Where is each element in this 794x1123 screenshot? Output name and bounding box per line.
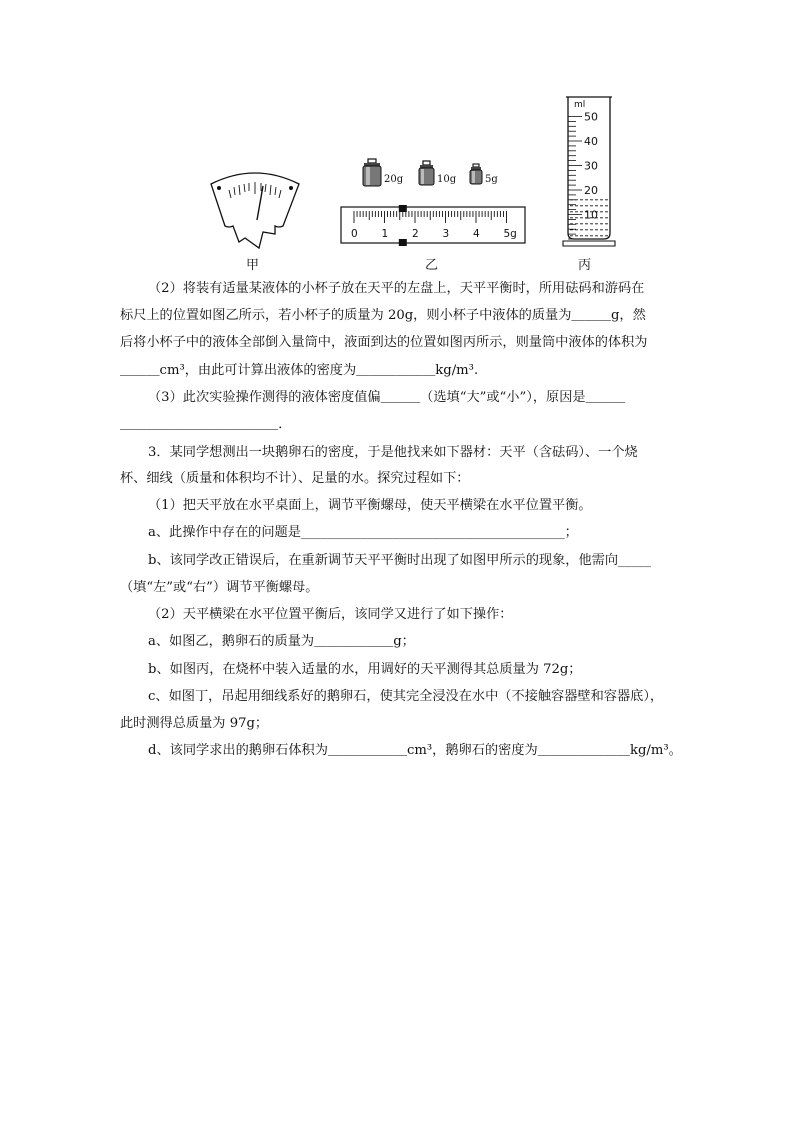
rider-marker-bottom (399, 239, 407, 246)
text-line-3: 后将小杯子中的液体全部倒入量筒中，液面到达的位置如图丙所示，则量筒中液体的体积为 (120, 335, 648, 350)
step-1b-line: b、该同学改正错误后，在重新调节天平平衡时出现了如图甲所示的现象，他需向_____ (148, 553, 651, 568)
text-line-2: 标尺上的位置如图乙所示，若小杯子的质量为 20g，则小杯子中液体的质量为＿＿＿g，然 (120, 308, 646, 323)
text-line-6: ＿＿＿＿＿＿＿＿＿＿＿＿． (120, 417, 292, 432)
weight-10g-icon (418, 160, 435, 187)
rider-scale-label: 4 (473, 228, 480, 240)
step-2-line: （2）天平横梁在水平位置平衡后，该同学又进行了如下操作： (148, 607, 513, 622)
figure-bing-graduated-cylinder (560, 93, 616, 249)
text-line-5: （3）此次实验操作测得的液体密度值偏＿＿＿（选填“大”或“小”），原因是＿＿＿ (148, 390, 626, 405)
figure-yi-caption: 乙 (425, 258, 439, 273)
text-line-4: ＿＿＿cm³，由此可计算出液体的密度为＿＿＿＿＿＿kg/m³. (120, 363, 479, 378)
question-3-line-1: 3．某同学想测出一块鹅卵石的密度，于是他找来如下器材：天平（含砝码）、一个烧 (148, 445, 638, 460)
step-2b-line: b、如图丙，在烧杯中装入适量的水，用调好的天平测得其总质量为 72g； (148, 662, 582, 677)
weight-5g-label: 5g (485, 174, 498, 185)
rider-scale-label: 5g (503, 228, 517, 240)
cylinder-scale-label: 10 (584, 208, 598, 222)
rider-scale-label: 0 (351, 228, 358, 240)
rider-scale-label: 1 (381, 228, 389, 240)
weight-20g-label: 20g (384, 174, 404, 185)
rider-scale-label: 2 (412, 228, 419, 240)
step-2a-line: a、如图乙，鹅卵石的质量为＿＿＿＿＿＿g； (148, 634, 415, 649)
rider-marker-top (399, 205, 407, 212)
step-2c-line: c、如图丁，吊起用细线系好的鹅卵石，使其完全浸没在水中（不接触容器壁和容器底）， (148, 689, 664, 704)
figure-yi-rider-scale (340, 203, 526, 247)
figure-jia-caption: 甲 (246, 258, 260, 273)
figure-jia-balance-scale (205, 168, 305, 250)
question-3-line-2: 杯、细线（质量和体积均不计）、足量的水。探究过程如下： (120, 471, 470, 486)
cylinder-scale-label: 50 (584, 110, 598, 124)
step-1a-line: a、此操作中存在的问题是________________________________________； (148, 525, 578, 540)
weight-5g-icon (469, 163, 483, 186)
rider-scale-label: 3 (442, 228, 450, 240)
weight-10g-label: 10g (437, 174, 457, 185)
step-1b-line-2: （填“左”或“右”）调节平衡螺母。 (120, 580, 319, 595)
figure-bing-caption: 丙 (578, 258, 592, 273)
weight-20g-icon (362, 158, 382, 188)
step-2d-line: d、该同学求出的鹅卵石体积为＿＿＿＿＿＿cm³，鹅卵石的密度为＿＿＿＿＿＿＿kg/m³。 (148, 743, 682, 758)
cylinder-scale-label: 40 (584, 135, 598, 148)
step-2c-line-2: 此时测得总质量为 97g； (120, 716, 269, 731)
text-line-1: （2）将装有适量某液体的小杯子放在天平的左盘上，天平平衡时，所用砝码和游码在 (148, 281, 645, 296)
cylinder-unit-label: ml (574, 100, 586, 110)
step-1-line: （1）把天平放在水平桌面上，调节平衡螺母，使天平横梁在水平位置平衡。 (148, 498, 592, 513)
cylinder-scale-label: 20 (584, 184, 598, 197)
cylinder-scale-label: 30 (584, 159, 598, 173)
